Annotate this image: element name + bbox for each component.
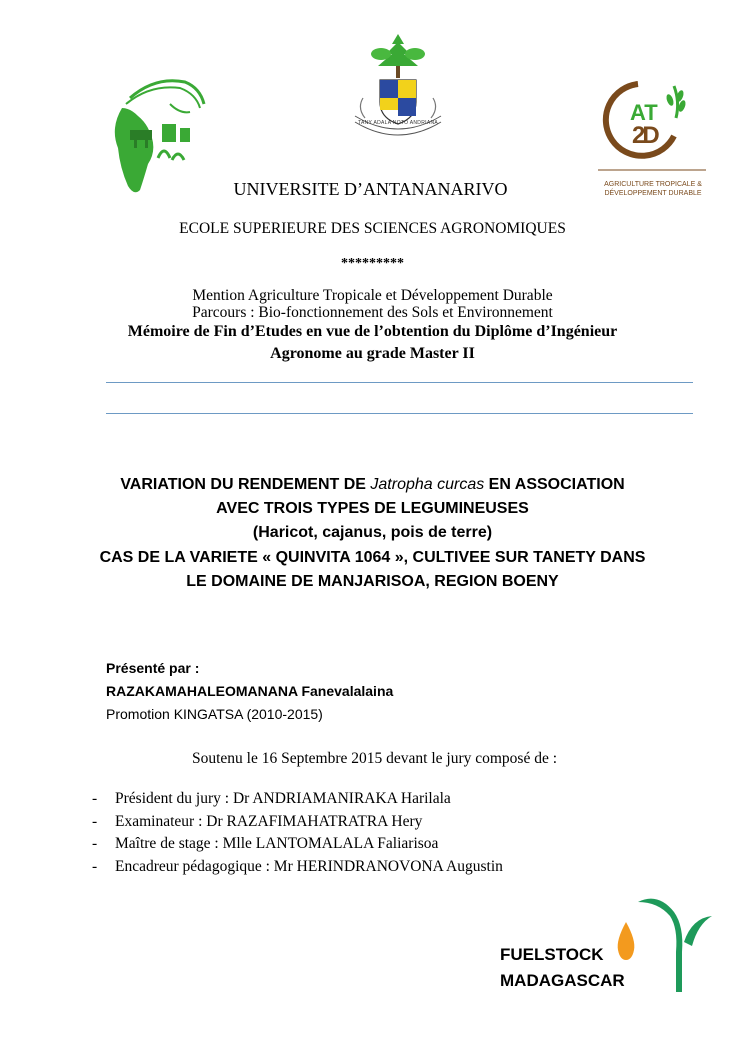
fuelstock-name-line-2: MADAGASCAR (500, 971, 625, 990)
crest-motto: TANY ADALA NOTO ANDRIANA (358, 120, 438, 126)
defense-statement: Soutenu le 16 Septembre 2015 devant le jury composé de : (191, 750, 558, 767)
jury-examiner: - Examinateur : Dr RAZAFIMAHATRATRA Hery (92, 811, 503, 834)
thesis-title-line-2: AVEC TROIS TYPES DE LEGUMINEUSES (216, 500, 529, 517)
parcours: Parcours : Bio-fonctionnement des Sols et Environnement (192, 304, 553, 321)
university-name: UNIVERSITE D’ANTANANARIVO (233, 179, 508, 199)
title-text: VARIATION DU RENDEMENT DE (120, 476, 371, 493)
jury-list (92, 788, 503, 878)
thesis-title-line-3: (Haricot, cajanus, pois de terre) (252, 524, 493, 541)
at2d-caption-1: AGRICULTURE TROPICALE & (604, 181, 702, 188)
thesis-title-line-1 (0, 473, 745, 496)
at2d-mark: AT (630, 100, 658, 125)
jury-internship-supervisor: - Maître de stage : Mlle LANTOMALALA Faliarisoa (92, 833, 503, 856)
author-name: RAZAKAMAHALEOMANANA Fanevalalaina (106, 683, 394, 699)
separator-stars: ********* (341, 256, 404, 271)
school-name: ECOLE SUPERIEURE DES SCIENCES AGRONOMIQUES (179, 220, 566, 237)
thesis-title-line-4: CAS DE LA VARIETE « QUINVITA 1064 », CULTIVEE SUR TANETY DANS (99, 549, 646, 566)
species-name: Jatropha curcas (370, 476, 485, 493)
rule-bottom (106, 413, 693, 414)
presented-by-label: Présenté par : (106, 660, 200, 676)
thesis-title-line-5: LE DOMAINE DE MANJARISOA, REGION BOENY (186, 573, 559, 590)
memoire-line-2: Agronome au grade Master II (270, 345, 475, 362)
at2d-number: 2D (632, 122, 657, 149)
memoire-line-1: Mémoire de Fin d’Etudes en vue de l’obtention du Diplôme d’Ingénieur (127, 323, 618, 340)
title-text: EN ASSOCIATION (484, 476, 625, 493)
jury-academic-supervisor: - Encadreur pédagogique : Mr HERINDRANOVONA Augustin (92, 856, 503, 879)
university-crest-logo (343, 28, 453, 138)
jury-president: - Président du jury : Dr ANDRIAMANIRAKA Harilala (92, 788, 503, 811)
mention: Mention Agriculture Tropicale et Développement Durable (192, 287, 553, 304)
at2d-caption-2: DÉVELOPPEMENT DURABLE (604, 190, 702, 197)
fuelstock-name-line-1: FUELSTOCK (500, 945, 604, 964)
rule-top (106, 382, 693, 383)
promotion: Promotion KINGATSA (2010-2015) (106, 706, 323, 722)
